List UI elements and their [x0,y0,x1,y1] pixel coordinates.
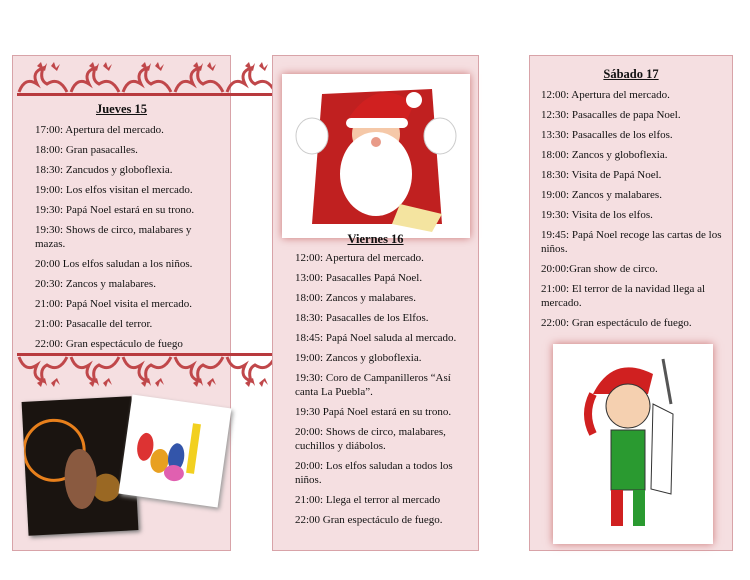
fire-performer-photo [22,396,139,536]
list-item: 19:00: Zancos y malabares. [541,189,662,201]
day-title: Jueves 15 [95,102,148,116]
list-item: 12:00: Apertura del mercado. [541,89,670,101]
list-item: 20:00 Los elfos saludan a los niños. [35,258,193,270]
list-item: 19:00: Los elfos visitan el mercado. [35,184,193,196]
list-item: 20:00: Shows de circo, malabares, cuchillos y diábolos. [295,426,446,452]
list-item: 18:00: Zancos y globoflexia. [541,149,668,161]
list-item: 19:30: Visita de los elfos. [541,209,653,221]
balloon-animals-photo [119,395,232,508]
schedule-list [541,88,724,336]
santa-claus-image [282,74,470,238]
list-item: 18:30: Zancudos y globoflexia. [35,164,173,176]
day-title: Sábado 17 [603,67,659,81]
list-item: 22:00: Gran espectáculo de fuego [35,338,183,350]
list-item: 13:30: Pasacalles de los elfos. [541,129,673,141]
list-item: 19:30: Coro de Campanilleros “Así canta La Puebla”. [295,372,451,398]
list-item: 21:00: Papá Noel visita el mercado. [35,298,193,310]
list-item: 18:30: Visita de Papá Noel. [541,169,662,181]
elf-image [553,344,713,544]
list-item: 20:00:Gran show de circo. [541,263,658,275]
schedule-list [35,123,222,357]
list-item: 12:30: Pasacalles de papa Noel. [541,109,681,121]
panel-sabado [529,55,733,551]
list-item: 21:00: Llega el terror al mercado [295,494,441,506]
list-item: 20:00: Los elfos saludan a todos los niños. [295,460,453,486]
day-title: Viernes 16 [347,232,404,246]
panel-jueves [12,55,231,551]
list-item: 19:00: Zancos y globoflexia. [295,352,422,364]
list-item: 21:00: Pasacalle del terror. [35,318,153,330]
list-item: 19:45: Papá Noel recoge las cartas de los niños. [541,229,722,255]
list-item: 22:00: Gran espectáculo de fuego. [541,317,692,329]
list-item: 20:30: Zancos y malabares. [35,278,156,290]
list-item: 19:30: Papá Noel estará en su trono. [35,204,195,216]
list-item: 18:00: Zancos y malabares. [295,292,416,304]
schedule-list [295,251,470,533]
list-item: 21:00: El terror de la navidad llega al mercado. [541,283,706,309]
list-item: 22:00 Gran espectáculo de fuego. [295,514,443,526]
list-item: 18:30: Pasacalles de los Elfos. [295,312,429,324]
panel-viernes [272,55,479,551]
list-item: 18:00: Gran pasacalles. [35,144,138,156]
list-item: 17:00: Apertura del mercado. [35,124,164,136]
list-item: 12:00: Apertura del mercado. [295,252,424,264]
list-item: 13:00: Pasacalles Papá Noel. [295,272,423,284]
list-item: 19:30 Papá Noel estará en su trono. [295,406,452,418]
list-item: 18:45: Papá Noel saluda al mercado. [295,332,457,344]
list-item: 19:30: Shows de circo, malabares y mazas. [35,224,192,250]
